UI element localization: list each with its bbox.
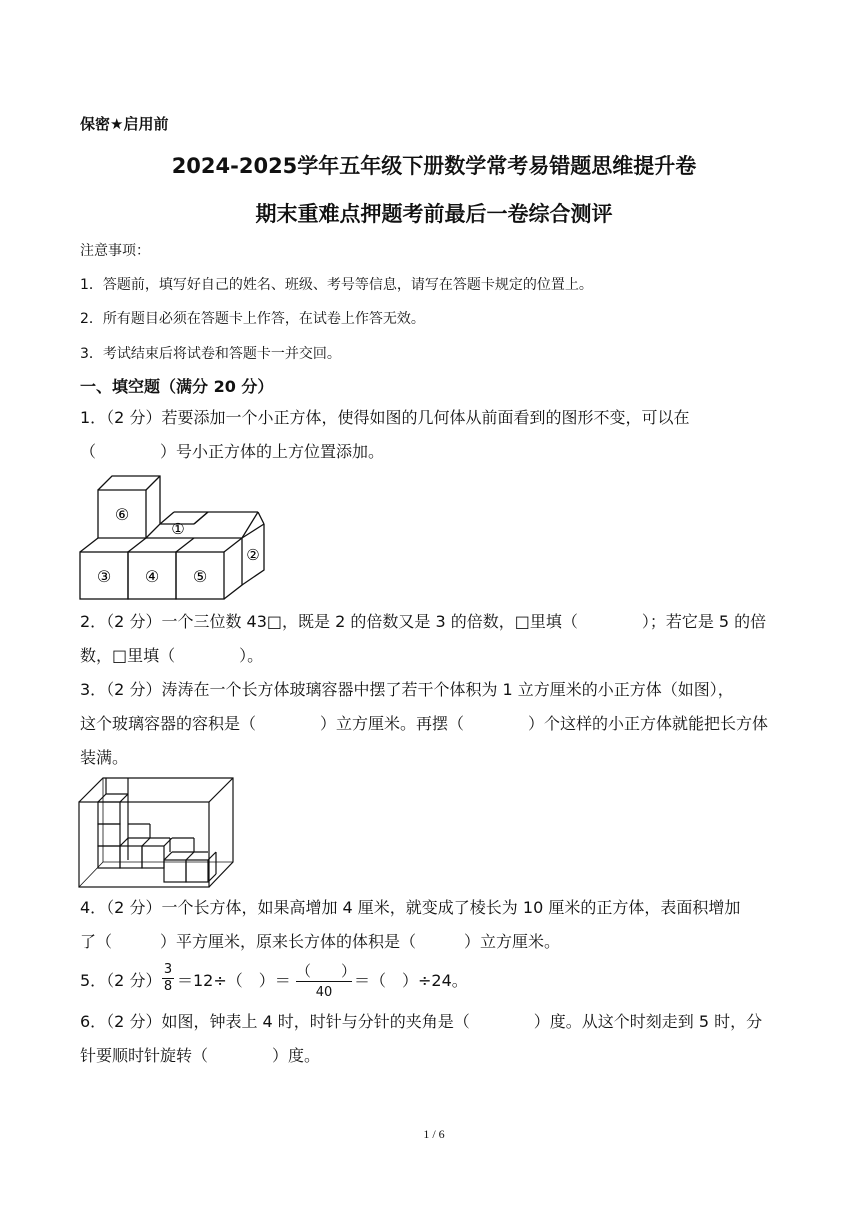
note-item: 2．所有题目必须在答题卡上作答，在试卷上作答无效。: [80, 311, 425, 327]
question-2-line1: 2．（2 分）一个三位数 43□，既是 2 的倍数又是 3 的倍数，□里填（ ）；若它是 5 的倍: [80, 612, 767, 631]
cube-label-6: ⑥: [114, 505, 130, 524]
exam-title: 2024-2025学年五年级下册数学常考易错题思维提升卷: [171, 154, 697, 178]
question-5-mid1: ＝12÷（ ）＝: [177, 971, 291, 990]
cube-label-2: ②: [246, 546, 260, 564]
question-5-prefix: 5．（2 分）: [80, 971, 162, 990]
exam-subtitle: 期末重难点押题考前最后一卷综合测评: [255, 202, 613, 226]
section-title: 一、填空题（满分 20 分）: [80, 377, 274, 396]
note-item: 1．答题前，填写好自己的姓名、班级、考号等信息，请写在答题卡规定的位置上。: [80, 277, 593, 293]
page-number: 1 / 6: [423, 1127, 445, 1141]
confidential-label: 保密★启用前: [80, 115, 169, 133]
question-6-line1: 6．（2 分）如图，钟表上 4 时，时针与分针的夹角是（ ）度。从这个时刻走到 5 时，分: [80, 1012, 763, 1031]
question-3-line2: 这个玻璃容器的容积是（ ）立方厘米。再摆（ ）个这样的小正方体就能把长方体: [80, 714, 769, 733]
question-5-mid2: ＝（ ）÷24。: [354, 971, 468, 990]
container-figure: [78, 776, 238, 890]
question-3-line1: 3．（2 分）涛涛在一个长方体玻璃容器中摆了若干个体积为 1 立方厘米的小正方体（如图），: [80, 680, 734, 699]
fraction-blank-numerator: （ ）: [296, 962, 357, 980]
question-6-line2: 针要顺时针旋转（ ）度。: [80, 1046, 321, 1065]
fraction-3-8: [162, 962, 174, 994]
fraction-denominator: 8: [163, 979, 173, 994]
cube-label-5: ⑤: [192, 567, 208, 586]
cube-figure: [78, 474, 268, 602]
fraction-denominator-40: 40: [315, 985, 333, 1000]
question-3-line3: 装满。: [80, 748, 129, 767]
note-item: 3．考试结束后将试卷和答题卡一并交回。: [80, 346, 341, 362]
cube-label-1: ①: [171, 520, 185, 538]
cube-label-4: ④: [144, 567, 160, 586]
question-2-line2: 数，□里填（ ）。: [80, 646, 264, 665]
question-1-line1: 1．（2 分）若要添加一个小正方体，使得如图的几何体从前面看到的图形不变，可以在: [80, 408, 690, 427]
cube-label-3: ③: [96, 567, 112, 586]
fraction-blank-40: [296, 960, 357, 1000]
notes-title: 注意事项：: [80, 243, 150, 259]
question-4-line1: 4．（2 分）一个长方体，如果高增加 4 厘米，就变成了棱长为 10 厘米的正方体，表面积增加: [80, 898, 741, 917]
question-4-line2: 了（ ）平方厘米，原来长方体的体积是（ ）立方厘米。: [80, 932, 561, 951]
fraction-numerator: 3: [163, 962, 173, 977]
question-1-line2: （ ）号小正方体的上方位置添加。: [80, 442, 385, 461]
